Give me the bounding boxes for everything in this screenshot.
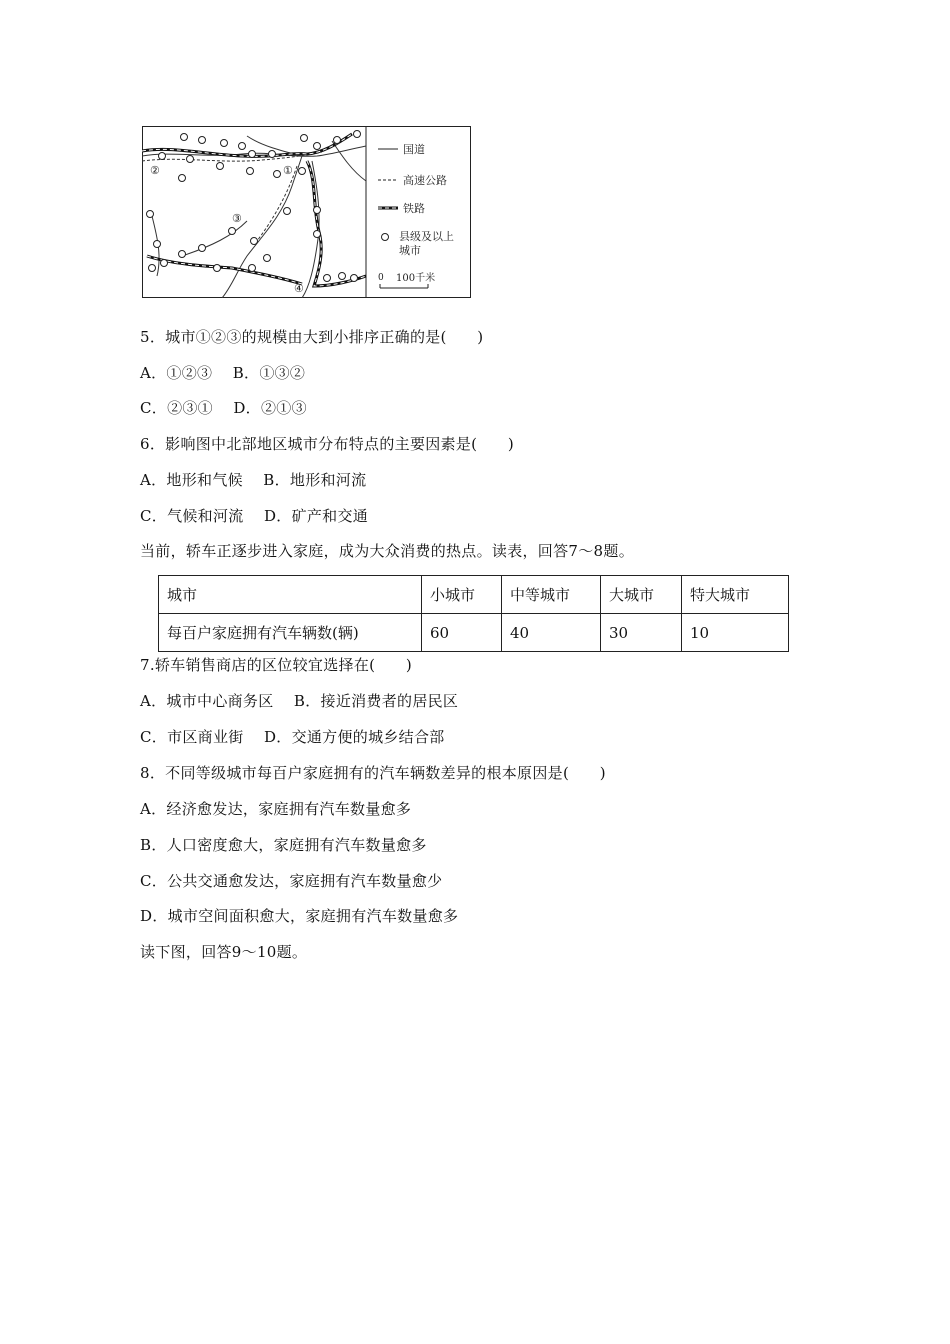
city-marker-2: ② bbox=[150, 164, 160, 177]
city-marker-4: ④ bbox=[294, 282, 304, 295]
table-cell: 城市 bbox=[159, 576, 422, 614]
intro-9-10: 读下图，回答9～10题。 bbox=[140, 943, 308, 961]
table-cell: 中等城市 bbox=[502, 576, 601, 614]
legend-scale-zero: 0 bbox=[378, 273, 384, 283]
legend-railway: 铁路 bbox=[403, 202, 425, 215]
table-cell: 大城市 bbox=[601, 576, 682, 614]
q6-options-ab: A．地形和气候 B．地形和河流 bbox=[140, 471, 367, 489]
table-cell: 60 bbox=[422, 614, 502, 652]
transport-city-map bbox=[142, 126, 471, 298]
city-marker-1: ① bbox=[283, 164, 293, 177]
q8-option-a: A．经济愈发达，家庭拥有汽车数量愈多 bbox=[140, 800, 412, 818]
q6-options-cd: C．气候和河流 D．矿产和交通 bbox=[140, 507, 369, 525]
q8-option-b: B．人口密度愈大，家庭拥有汽车数量愈多 bbox=[140, 836, 427, 854]
table-header-row bbox=[159, 576, 789, 614]
table-cell: 特大城市 bbox=[682, 576, 789, 614]
legend-city-line1: 县级及以上 bbox=[399, 230, 454, 243]
table-cell: 小城市 bbox=[422, 576, 502, 614]
q7-stem: 7.轿车销售商店的区位较宜选择在( ) bbox=[140, 656, 413, 674]
q8-option-d: D．城市空间面积愈大，家庭拥有汽车数量愈多 bbox=[140, 907, 459, 925]
legend-city-line2: 城市 bbox=[399, 244, 421, 257]
q8-option-c: C．公共交通愈发达，家庭拥有汽车数量愈少 bbox=[140, 872, 443, 890]
q7-options-cd: C．市区商业街 D．交通方便的城乡结合部 bbox=[140, 728, 445, 746]
car-ownership-table bbox=[158, 575, 789, 652]
legend-scale-label: 100千米 bbox=[396, 273, 436, 284]
table-row bbox=[159, 614, 789, 652]
q8-stem: 8．不同等级城市每百户家庭拥有的汽车辆数差异的根本原因是( ) bbox=[140, 764, 606, 782]
q7-options-ab: A．城市中心商务区 B．接近消费者的居民区 bbox=[140, 692, 459, 710]
city-marker-3: ③ bbox=[232, 212, 242, 225]
table-cell: 40 bbox=[502, 614, 601, 652]
table-cell: 30 bbox=[601, 614, 682, 652]
q5-stem: 5．城市①②③的规模由大到小排序正确的是( ) bbox=[140, 328, 484, 346]
legend-expressway: 高速公路 bbox=[403, 174, 447, 187]
legend-national-road: 国道 bbox=[403, 143, 425, 156]
q5-options-ab: A．①②③ B．①③② bbox=[140, 364, 306, 382]
q5-options-cd: C．②③① D．②①③ bbox=[140, 399, 307, 417]
intro-7-8: 当前，轿车正逐步进入家庭，成为大众消费的热点。读表，回答7～8题。 bbox=[140, 542, 634, 560]
table-cell: 10 bbox=[682, 614, 789, 652]
table-cell: 每百户家庭拥有汽车辆数(辆) bbox=[159, 614, 422, 652]
q6-stem: 6．影响图中北部地区城市分布特点的主要因素是( ) bbox=[140, 435, 515, 453]
